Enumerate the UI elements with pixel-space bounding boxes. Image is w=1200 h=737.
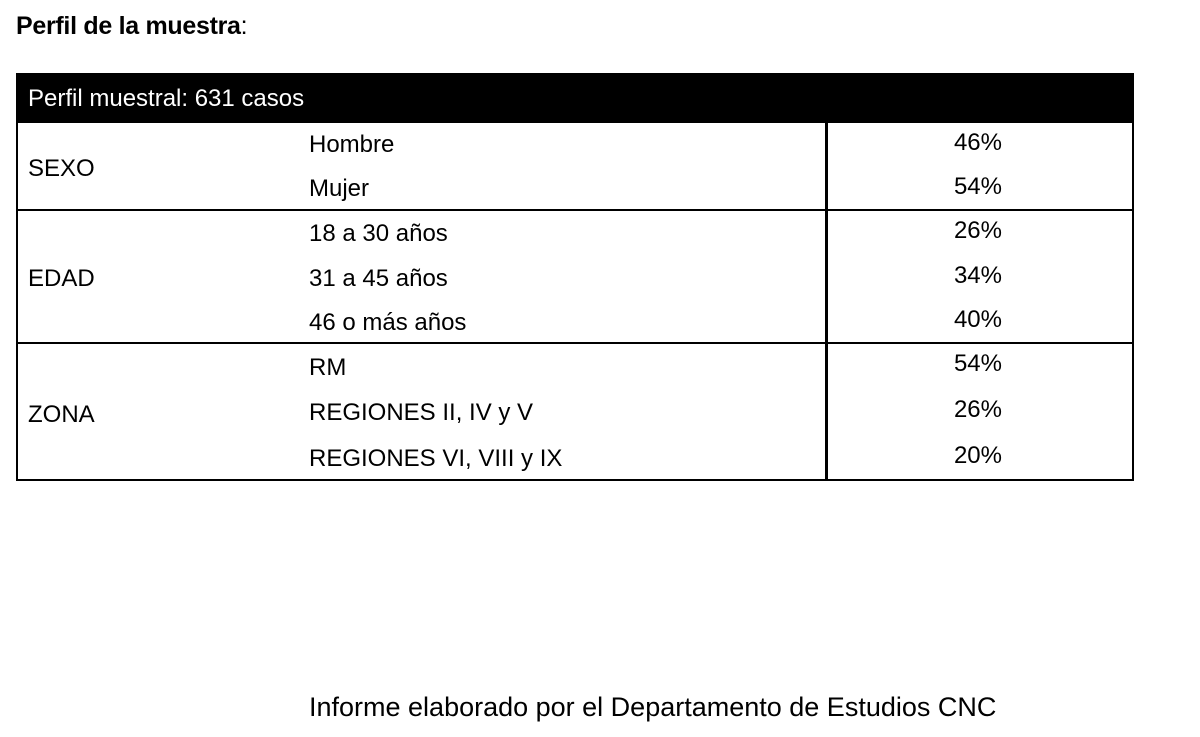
row-label: 31 a 45 años: [309, 265, 448, 292]
row-value: 54%: [953, 350, 1002, 377]
footer-note: Informe elaborado por el Departamento de Estudios CNC: [309, 692, 997, 722]
row-value: 26%: [953, 396, 1002, 423]
title-text: Perfil de la muestra: [16, 12, 241, 40]
column-divider: [825, 75, 828, 479]
row-value: 26%: [953, 217, 1002, 244]
row-value: 54%: [953, 173, 1002, 200]
row-value: 20%: [953, 442, 1002, 469]
table-header: [18, 75, 1132, 121]
row-label: Mujer: [309, 175, 370, 202]
page-title: [16, 12, 247, 41]
sample-profile-table: [16, 73, 1134, 481]
table-header-label: Perfil muestral: 631 casos: [28, 85, 305, 112]
category-label: EDAD: [28, 265, 95, 292]
row-label: RM: [309, 354, 347, 381]
row-value: 34%: [953, 262, 1002, 289]
row-label: Hombre: [309, 131, 395, 158]
row-value: 46%: [953, 129, 1002, 156]
row-label: REGIONES II, IV y V: [309, 399, 534, 426]
group-separator: [18, 209, 1132, 211]
row-label: 46 o más años: [309, 309, 467, 336]
row-value: 40%: [953, 306, 1002, 333]
group-separator: [18, 342, 1132, 344]
group-separator: [18, 121, 1132, 123]
category-label: ZONA: [28, 401, 95, 428]
title-colon: :: [240, 12, 248, 40]
row-label: 18 a 30 años: [309, 220, 448, 247]
category-label: SEXO: [28, 155, 95, 182]
row-label: REGIONES VI, VIII y IX: [309, 445, 563, 472]
